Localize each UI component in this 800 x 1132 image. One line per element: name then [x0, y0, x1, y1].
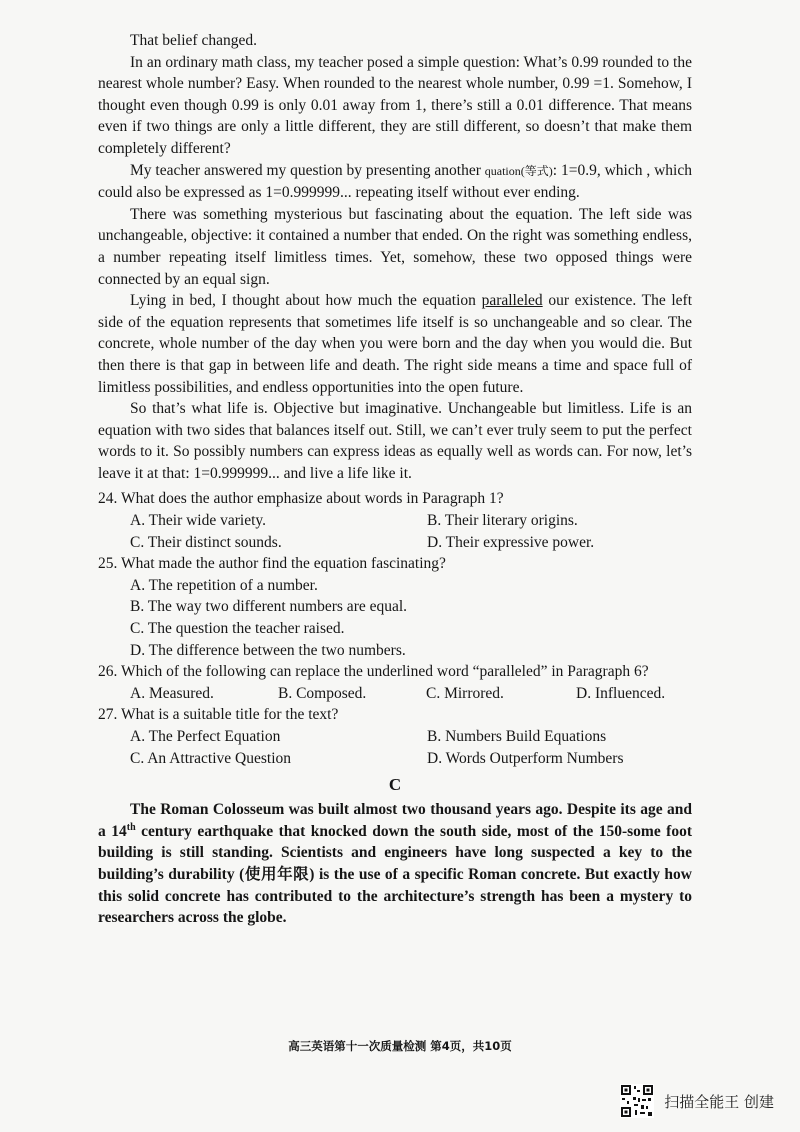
paragraph: That belief changed.: [130, 32, 257, 49]
option[interactable]: A. The repetition of a number.: [130, 576, 318, 594]
document-page: [98, 30, 692, 929]
question-25: [98, 553, 692, 661]
paragraph: The Roman Colosseum was built almost two thousand years ago. Despite its age and a 14th century earthquake that knocked down the south side, most of the 150-some foot building is still standing. Scientists and engineers have long suspected a key to the building’s durability (使用年限) is the use of a specific Roman concrete. But exactly how this solid concrete has contributed to the architecture’s strength has been a mystery to researchers across the globe.: [98, 801, 693, 927]
paragraph: Lying in bed, I thought about how much the equation paralleled our existence. The left side of the equation represents that sometimes life itself is so unchangeable and so clear. The concrete, whole number of the day when you were born and the day when you would die. But then there is that gap in between life and death. The right side means a time and space full of limitless possibilities, and endless opportunities into the open future.: [98, 292, 693, 396]
option[interactable]: B. Numbers Build Equations: [427, 728, 607, 745]
watermark-text: 扫描全能王 创建: [664, 1092, 774, 1111]
question-26: [98, 661, 692, 704]
paragraph: In an ordinary math class, my teacher posed a simple question: What’s 0.99 rounded to the nearest whole number? Easy. When rounded to the nearest whole number, 0.99 =1. Somehow, I thought even though 0.99 is only 0.01 away from 1, there’s still a 0.01 difference. That means even if two things are only a little different, they are still different, so doesn’t that make them completely different?: [98, 53, 692, 157]
option[interactable]: C. Mirrored.: [426, 684, 504, 702]
paragraph: My teacher answered my question by presenting another quation(等式): 1=0.9, which , which could also be expressed as 1=0.999999... repeating itself without ever ending.: [98, 161, 692, 202]
option[interactable]: C. An Attractive Question: [130, 749, 292, 767]
underlined-word: paralleled: [481, 292, 543, 310]
option[interactable]: A. Measured.: [130, 684, 214, 702]
question-24: [98, 488, 692, 553]
question-stem: 26. Which of the following can replace the underlined word “paralleled” in Paragraph 6?: [98, 663, 649, 681]
question-stem: 24. What does the author emphasize about words in Paragraph 1?: [98, 490, 504, 508]
page-footer: 高三英语第十一次质量检测 第4页，共10页: [288, 1039, 512, 1053]
option[interactable]: A. The Perfect Equation: [130, 728, 281, 745]
option[interactable]: C. Their distinct sounds.: [130, 533, 282, 551]
paragraph: So that’s what life is. Objective but imaginative. Unchangeable but limitless. Life is an equation with two sides that balances itself out. Still, we can’t ever truly seem to put the perfect words to it. So possibly numbers can express ideas as equally well as words can. For now, let’s leave it at that: 1=0.999999... and live a life like it.: [98, 400, 692, 482]
question-27: [98, 704, 692, 769]
option[interactable]: B. Their literary origins.: [427, 512, 578, 530]
option[interactable]: D. Their expressive power.: [427, 533, 595, 551]
paragraph: There was something mysterious but fascinating about the equation. The left side was unchangeable, objective: it contained a number that ended. On the right was something endless, a number repeating itself limitless times. Yet, somehow, these two opposed things were connected by an equal sign.: [98, 205, 692, 288]
option[interactable]: A. Their wide variety.: [130, 512, 267, 530]
option[interactable]: C. The question the teacher raised.: [130, 620, 345, 638]
option[interactable]: D. Words Outperform Numbers: [427, 749, 624, 767]
question-stem: 25. What made the author find the equation fascinating?: [98, 555, 446, 573]
question-stem: 27. What is a suitable title for the text?: [98, 706, 339, 724]
qr-code-icon: [620, 1084, 654, 1118]
section-heading: C: [388, 775, 402, 795]
option[interactable]: B. The way two different numbers are equal.: [130, 598, 408, 616]
scanner-watermark: [620, 1084, 774, 1118]
option[interactable]: D. The difference between the two numbers.: [130, 641, 406, 659]
option[interactable]: D. Influenced.: [576, 684, 666, 702]
option[interactable]: B. Composed.: [278, 684, 367, 702]
